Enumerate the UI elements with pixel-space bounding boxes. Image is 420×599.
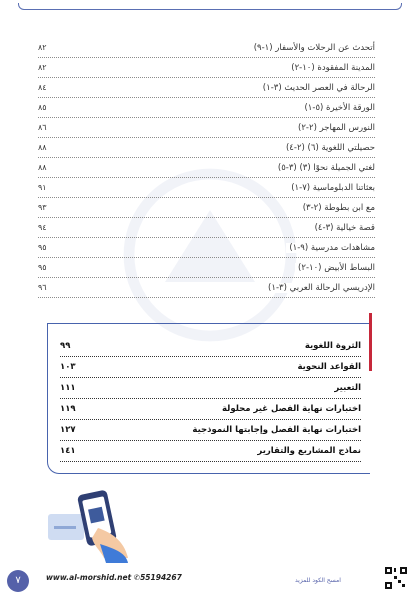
qr-caption: امسح الكود للمزيد — [295, 577, 341, 584]
section-title: اختبارات نهاية الفصل وإجابتها النموذجية — [189, 425, 361, 435]
toc-title: لغتي الجميلة نحوًا (٣) (٣-٥) — [275, 163, 375, 173]
toc-row[interactable] — [38, 278, 375, 298]
toc-page: ٨٨ — [38, 163, 50, 172]
toc-page: ٩١ — [38, 183, 50, 192]
qr-code-icon[interactable] — [384, 566, 408, 590]
toc-row[interactable] — [38, 118, 375, 138]
toc-page: ٨٦ — [38, 123, 50, 132]
toc-title: الرحالة في العصر الحديث (٣-١) — [260, 83, 375, 93]
toc-title: بعثاتنا الدبلوماسية (٧-١) — [288, 183, 375, 193]
toc-page: ٨٢ — [38, 43, 50, 52]
toc-row[interactable] — [38, 138, 375, 158]
phone-qr-illustration-icon — [40, 488, 130, 563]
toc-row[interactable] — [38, 258, 375, 278]
toc-page: ٩٥ — [38, 263, 50, 272]
section-title: الثروة اللغوية — [302, 341, 361, 351]
section-title: نماذج المشاريع والتقارير — [254, 446, 361, 456]
toc-title: حصيلتي اللغوية (٦) (٢-٤) — [283, 143, 375, 153]
toc-row[interactable] — [38, 158, 375, 178]
header-frame — [18, 3, 402, 10]
section-page: ١١٩ — [60, 404, 79, 414]
toc-row[interactable] — [38, 198, 375, 218]
toc-row[interactable] — [38, 58, 375, 78]
toc-page: ٩٥ — [38, 243, 50, 252]
section-list — [60, 336, 361, 462]
section-row[interactable] — [60, 420, 361, 441]
toc-title: قصة خيالية (٣-٤) — [312, 223, 375, 233]
section-page: ١٤١ — [60, 446, 79, 456]
toc-list — [38, 38, 375, 298]
section-page: ١١١ — [60, 383, 79, 393]
toc-title: مشاهدات مدرسية (٩-١) — [286, 243, 375, 253]
toc-row[interactable] — [38, 98, 375, 118]
toc-page: ٩٤ — [38, 223, 50, 232]
section-row[interactable] — [60, 378, 361, 399]
section-title: التعبير — [331, 383, 361, 393]
toc-title: البساط الأبيض (١٠-٢) — [295, 263, 375, 273]
toc-title: الورقة الأخيرة (٥-١) — [301, 103, 375, 113]
section-title: اختبارات نهاية الفصل غير محلولة — [219, 404, 361, 414]
toc-page: ٨٤ — [38, 83, 50, 92]
section-row[interactable] — [60, 441, 361, 462]
page-number-badge: ٧ — [7, 570, 29, 592]
toc-page: ٩٦ — [38, 283, 50, 292]
toc-page: ٨٢ — [38, 63, 50, 72]
toc-row[interactable] — [38, 78, 375, 98]
section-row[interactable] — [60, 336, 361, 357]
toc-row[interactable] — [38, 218, 375, 238]
section-page: ١٢٧ — [60, 425, 79, 435]
section-page: ١٠٣ — [60, 362, 79, 372]
toc-row[interactable] — [38, 178, 375, 198]
toc-title: الإدريسي الرحالة العربي (٣-١) — [265, 283, 375, 293]
toc-title: أتحدث عن الرحلات والأسفار (١-٩) — [251, 43, 375, 53]
toc-page: ٩٣ — [38, 203, 50, 212]
toc-row[interactable] — [38, 38, 375, 58]
section-row[interactable] — [60, 357, 361, 378]
section-box-accent — [369, 313, 372, 371]
toc-title: النورس المهاجر (٢-٢) — [295, 123, 375, 133]
section-page: ٩٩ — [60, 341, 73, 351]
section-row[interactable] — [60, 399, 361, 420]
toc-title: المدينة المفقودة (١٠-٢) — [288, 63, 375, 73]
toc-row[interactable] — [38, 238, 375, 258]
toc-page: ٨٨ — [38, 143, 50, 152]
toc-title: مع ابن بطوطة (٢-٣) — [300, 203, 375, 213]
toc-page: ٨٥ — [38, 103, 50, 112]
footer-website[interactable]: www.al-morshid.net ✆55194267 — [46, 573, 182, 582]
section-title: القواعد النحوية — [294, 362, 361, 372]
